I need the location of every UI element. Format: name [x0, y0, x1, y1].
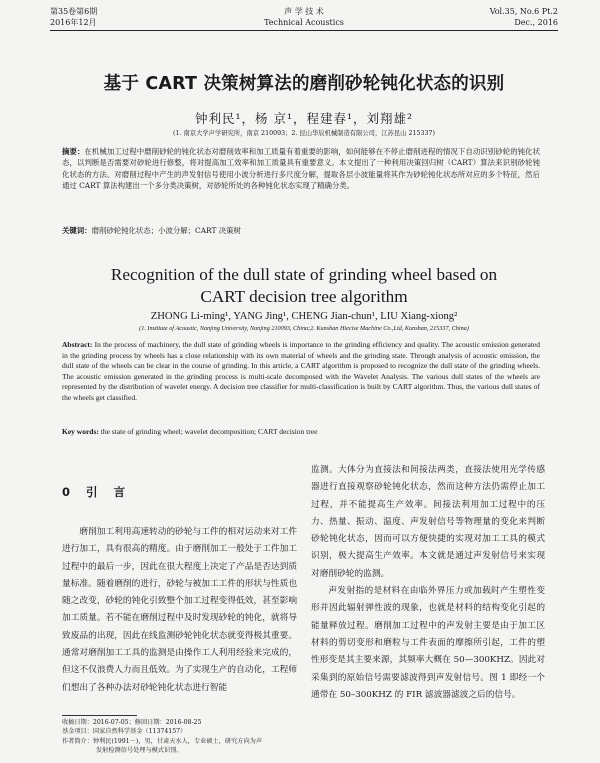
- abstract-text-zh: 在机械加工过程中磨削砂轮的钝化状态对磨削效率和加工质量有着重要的影响，如何能够在不停止磨削进程的情况下自动识别砂轮的钝化状态，以判断是否需要对砂轮进行修整，将对提高加工效率和加工质量具有重要意义。本文提出了一种利用决策回归树（CART）算法来识别砂轮钝化状态的方法。对磨削过程中产生的声发射信号使用小波分析进行多尺度分解，提取各层小波能量将其作为砂轮钝化状态所对应的多个特征，然后通过 CART 算法构建出一个多分类决策树，对砂轮所处的各种钝化状态实现了精确分类。: [62, 147, 540, 190]
- abstract-text-en: In the process of machinery, the dull state of grinding wheels is importance to the grinding efficiency and quality. The acoustic emission generated in the grinding process by wheels has a close relationship with its own material of wheels and the grinding state. Through analysis of acoustic emission, the dull state of the wheels can be clear in the course of grinding. In this article, a CART algorithm is proposed to recognize the dull state of the grinding wheels. The acoustic emission generated in the grinding process is multi-scale decomposed with the Wavelet Analysis. The various dull states of the wheels are represented by the distribution of wavelet energy. A decision tree classifier for multi-classification is built by CART algorithm. Thus, the various dull states of the wheels get classified.: [62, 340, 541, 402]
- running-header: [50, 6, 558, 28]
- paper-title-en-line2: CART decision tree algorithm: [200, 287, 408, 306]
- keywords-text-zh: 磨削砂轮钝化状态；小波分解；CART 决策树: [91, 226, 241, 235]
- authors-en: ZHONG Li-ming¹, YANG Jing¹, CHENG Jian-chun¹, LIU Xiang-xiong²: [150, 311, 458, 322]
- paper-title-zh: 基于 CART 决策树算法的磨削砂轮钝化状态的识别: [103, 74, 505, 94]
- footnote-rule: [62, 715, 137, 716]
- body-paragraph: 声发射指的是材料在由临外界压力或加载时产生塑性变形并因此辐射弹性波的现象，也就是材料的结构变化引起的能量释放过程。磨削加工过程中的声发射主要是由于加工区材料的剪切变形和磨粒与工件表面的摩擦所引起，工件的塑性形变是其主要来源，其频率大概在 50—300KHZ。因此对采集到的原始信号需要滤波得到声发射信号。图 1 即经一个通带在 50–300KHZ 的 FIR 滤波器滤波之后的信号。: [311, 586, 545, 700]
- journal-name-zh: 声 学 技 术: [284, 7, 324, 16]
- header-rule: [50, 30, 558, 31]
- body-paragraph: 监测。大体分为直接法和间接法两类，直接法使用光学传感器进行直接观察砂轮钝化状态，然而这种方法仍需停止加工过程，并不能提高生产效率。间接法利用加工过程中的压力、热量、振动、温度、声发射信号等物理量的变化来判断砂轮钝化状态，因而可以方便快捷的实现对加工工具的模式识别，极大提高生产效率。本文就是通过声发射信号来实现对磨削砂轮的监测。: [311, 465, 545, 579]
- paper-title-en: [50, 264, 558, 308]
- journal-name: [50, 6, 558, 28]
- footnote-fund: 基金项目：国家自然科学基金（11374157）: [62, 728, 187, 736]
- footnote-author-info-cont: 发射检测信号处理与模式识别。: [96, 747, 183, 755]
- keywords-en: [62, 427, 540, 436]
- abstract-zh: [62, 146, 540, 191]
- keywords-label-zh: 关键词：: [62, 226, 92, 235]
- volume-issue: 第35卷第6期: [50, 7, 98, 16]
- footnote-received: 收稿日期：2016-07-05；修回日期：2016-08-25: [62, 719, 202, 726]
- keywords-zh: [62, 225, 540, 236]
- abstract-label-en: Abstract:: [62, 340, 93, 349]
- issue-date-en: Dec., 2016: [514, 18, 558, 27]
- authors-zh: 钟利民¹，杨 京¹，程建春¹，刘翔雄²: [194, 111, 414, 126]
- issue-date: 2016年12月: [50, 18, 97, 27]
- affiliation-en: (1. Institute of Acoustic, Nanjing University, Nanjing 210093, China;2. Kunshan Hiecise Machine Co.,Ltd, Kunshan, 215337, China): [139, 325, 469, 332]
- journal-volume-en: [490, 6, 558, 28]
- footnote-author-info: 作者简介：钟利民(1991－)，男，甘肃天水人，专业硕士，研究方向为声: [62, 737, 263, 745]
- body-left-column: 磨削加工利用高速转动的砂轮与工件的相对运动来对工件进行加工，具有很高的精度。由于磨削加工一般处于工件加工过程中的最后一步，因此在很大程度上决定了产品是否达到质量标准。随着磨削的进行，砂轮与被加工工件的形状与性质也随之改变，砂轮的钝化引致整个加工过程变得低效，甚至影响加工质量。若不能在磨削过程中及时发现砂轮的钝化，就将导致废品的出现，因此在线监测砂轮钝化状态就变得极其重要。通常对磨削加工工具的监测是由操作工人利用经验来完成的，但这不仅浪费人力而且低效。为了实现生产的自动化，工程师们想出了各种办法对砂轮钝化状态进行智能: [62, 527, 297, 693]
- footnote: [62, 718, 302, 756]
- paper-title-en-line1: Recognition of the dull state of grinding wheel based on: [110, 265, 498, 284]
- section-heading-introduction: 0 引 言: [62, 485, 132, 499]
- volume-issue-en: Vol.35, No.6 Pt.2: [489, 7, 558, 16]
- abstract-en: [62, 340, 540, 404]
- keywords-text-en: the state of grinding wheel; wavelet decomposition; CART decision tree: [100, 427, 318, 436]
- journal-name-en: Technical Acoustics: [264, 18, 344, 27]
- affiliation-zh: (1. 南京大学声学研究所，南京 210093；2. 昆山华辰机械制造有限公司，江苏昆山 215337): [173, 130, 435, 137]
- body-right-column: [311, 462, 545, 704]
- keywords-label-en: Key words:: [62, 427, 99, 436]
- abstract-label-zh: 摘要：: [62, 147, 85, 156]
